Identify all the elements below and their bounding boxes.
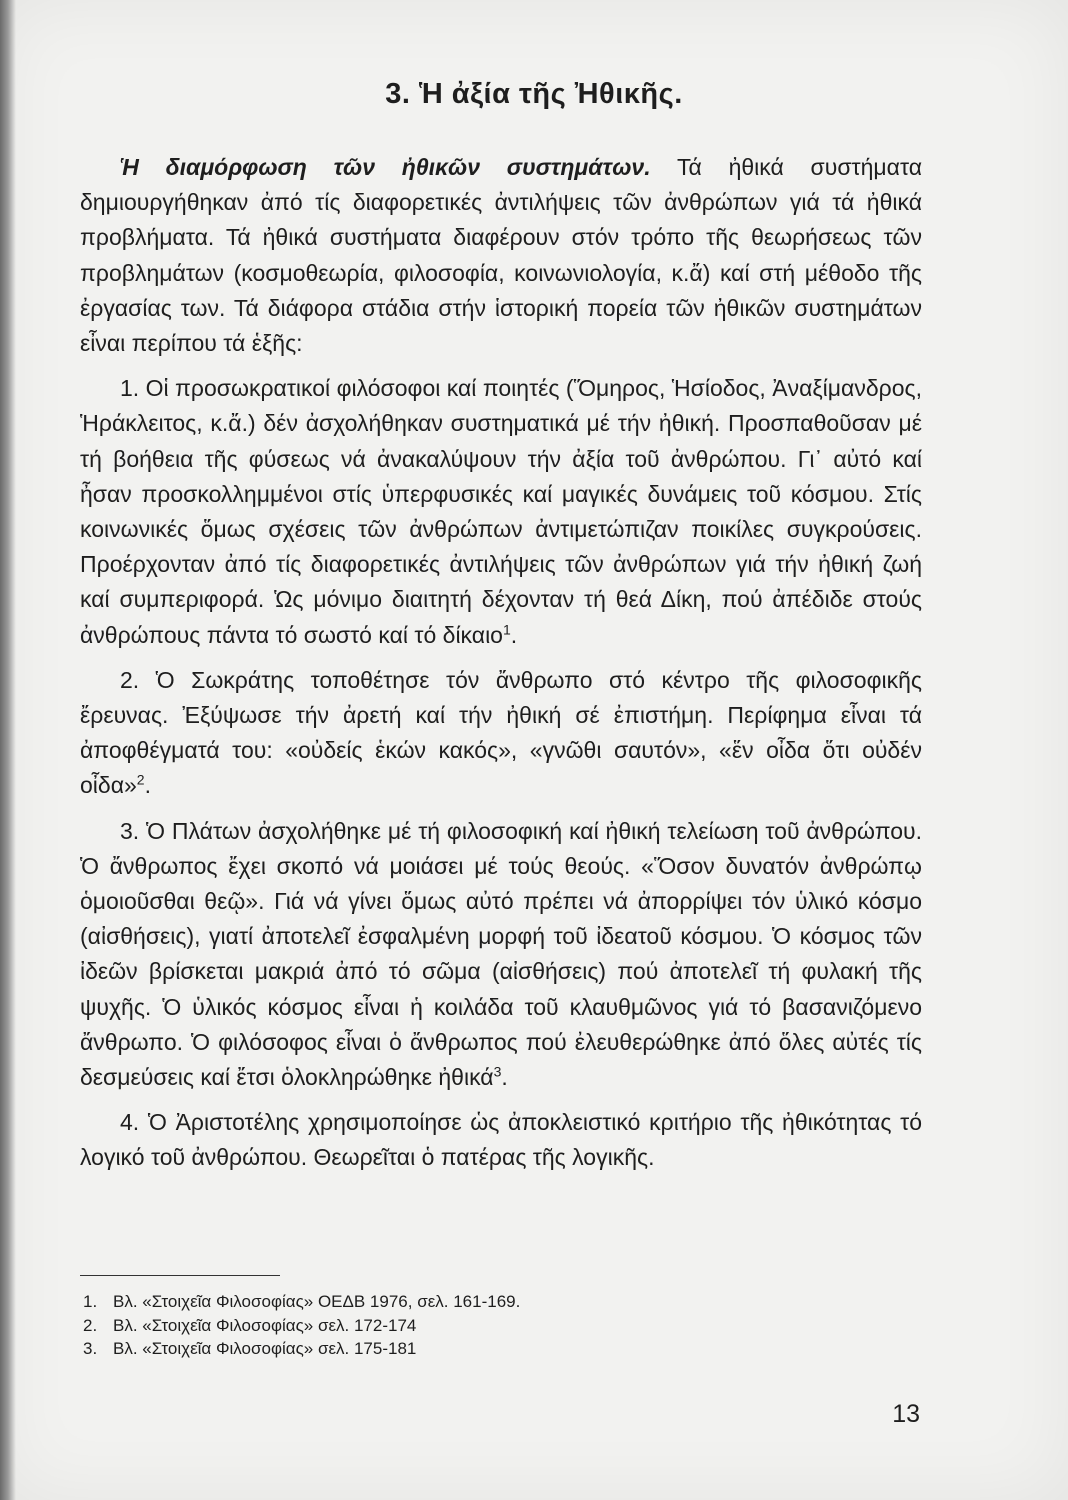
list-item-4-text: 4. Ὁ Ἀριστοτέλης χρησιμοποίησε ὡς ἀποκλειστικό κριτήριο τῆς ἠθικότητας τό λογικό τοῦ ἀνθρώπου. Θεωρεῖται ὁ πατέρας τῆς λογικῆς. bbox=[80, 1109, 922, 1171]
footnote-divider bbox=[80, 1275, 280, 1276]
footnotes bbox=[83, 1290, 783, 1361]
footnote-text: Βλ. «Στοιχεῖα Φιλοσοφίας» σελ. 172-174 bbox=[113, 1315, 417, 1335]
body-text bbox=[80, 150, 922, 1176]
list-item-3-end: . bbox=[501, 1064, 508, 1091]
list-item-4 bbox=[80, 1105, 922, 1175]
footnote-ref-2: 2 bbox=[136, 771, 145, 788]
list-item-2-text: 2. Ὁ Σωκράτης τοποθέτησε τόν ἄνθρωπο στό κέντρο τῆς φιλοσοφικῆς ἔρευνας. Ἐξύψωσε τήν ἀρετή καί τήν ἠθική σέ ἐπιστήμη. Περίφημα εἶναι τά ἀποφθέγματά του: «οὐδείς ἑκών κακός», «γνῶθι σαυτόν», «ἕν οἶδα ὅτι οὐδέν οἶδα» bbox=[80, 666, 922, 799]
footnote-number: 1. bbox=[83, 1292, 98, 1311]
intro-text: Τά ἠθικά συστήματα δημιουργήθηκαν ἀπό τίς διαφορετικές ἀντιλήψεις τῶν ἀνθρώπων γιά τά ἠθικά προβλήματα. Τά ἠθικά συστήματα διαφέρουν στόν τρόπο τῆς θεωρήσεως τῶν προβλημάτων (κοσμοθεωρία, φιλοσοφία, κοινωνιολογία, κ.ἄ) καί στή μέθοδο τῆς ἐργασίας των. Τά διάφορα στάδια στήν ἱστορική πορεία τῶν ἠθικῶν συστημάτων εἶναι περίπου τά ἑξῆς: bbox=[80, 154, 922, 357]
list-item-3-text: 3. Ὁ Πλάτων ἀσχολήθηκε μέ τή φιλοσοφική καί ἠθική τελείωση τοῦ ἀνθρώπου. Ὁ ἄνθρωπος ἔχει σκοπό νά μοιάσει μέ τούς θεούς. «Ὅσον δυνατόν ἀνθρώπῳ ὁμοιοῦσθαι θεῷ». Γιά νά γίνει ὅμως αὐτό πρέπει νά ἀπορρίψει τόν ὑλικό κόσμο (αἰσθήσεις), γιατί ἀποτελεῖ ἐσφαλμένη μορφή τοῦ ἰδεατοῦ κόσμου. Ὁ κόσμος τῶν ἰδεῶν βρίσκεται μακριά ἀπό τό σῶμα (αἰσθήσεις) πού ἀποτελεῖ τή φυλακή τῆς ψυχῆς. Ὁ ὑλικός κόσμος εἶναι ἡ κοιλάδα τοῦ κλαυθμῶνος γιά τό βασανιζόμενο ἄνθρωπο. Ὁ φιλόσοφος εἶναι ὁ ἄνθρωπος πού ἐλευθερώθηκε ἀπό ὅλες αὐτές τίς δεσμεύσεις καί ἔτσι ὁλοκληρώθηκε ἠθικά bbox=[80, 817, 922, 1091]
intro-lead: Ἡ διαμόρφωση τῶν ἠθικῶν συστημάτων. bbox=[120, 154, 651, 180]
list-item-1-end: . bbox=[510, 621, 518, 648]
list-item-2 bbox=[80, 663, 922, 804]
footnote-text: Βλ. «Στοιχεῖα Φιλοσοφίας» ΟΕΔΒ 1976, σελ. 161-169. bbox=[113, 1292, 521, 1311]
footnote-number: 3. bbox=[83, 1339, 98, 1358]
footnote-number: 2. bbox=[83, 1315, 98, 1335]
footnote-ref-3: 3 bbox=[493, 1063, 502, 1080]
list-item-1 bbox=[80, 371, 922, 653]
list-item-3 bbox=[80, 814, 922, 1096]
list-item-1-text: 1. Οἱ προσωκρατικοί φιλόσοφοι καί ποιητές (Ὅμηρος, Ἡσίοδος, Ἀναξίμανδρος, Ἡράκλειτος, κ.ἄ.) δέν ἀσχολήθηκαν συστηματικά μέ τήν ἠθική. Προσπαθοῦσαν μέ τή βοήθεια τῆς φύσεως νά ἀνακαλύψουν τήν ἀξία τοῦ ἀνθρώπου. Γι᾽ αὐτό καί ἦσαν προσκολλημμένοι στίς ὑπερφυσικές καί μαγικές δυνάμεις τοῦ κόσμου. Στίς κοινωνικές ὅμως σχέσεις τῶν ἀνθρώπων ἀντιμετώπιζαν ποικίλες συγκρούσεις. Προέρχονταν ἀπό τίς διαφορετικές ἀντιλήψεις τῶν ἀνθρώπων γιά τήν ἠθική ζωή καί συμπεριφορά. Ὡς μόνιμο διαιτητή δέχονταν τή θεά Δίκη, πού ἀπέδιδε στούς ἀνθρώπους πάντα τό σωστό καί τό δίκαιο bbox=[80, 375, 922, 648]
footnote-text: Βλ. «Στοιχεῖα Φιλοσοφίας» σελ. 175-181 bbox=[113, 1339, 417, 1358]
list-item-2-end: . bbox=[144, 772, 151, 799]
footnote bbox=[83, 1290, 783, 1314]
footnote bbox=[83, 1337, 783, 1361]
section-heading: 3. Ἡ ἀξία τῆς Ἠθικῆς. bbox=[385, 78, 683, 110]
page-number: 13 bbox=[892, 1400, 920, 1428]
footnote-ref-1: 1 bbox=[502, 620, 511, 637]
footnote bbox=[83, 1314, 783, 1338]
page-binding-shadow bbox=[0, 0, 16, 1500]
intro-paragraph bbox=[80, 150, 922, 361]
